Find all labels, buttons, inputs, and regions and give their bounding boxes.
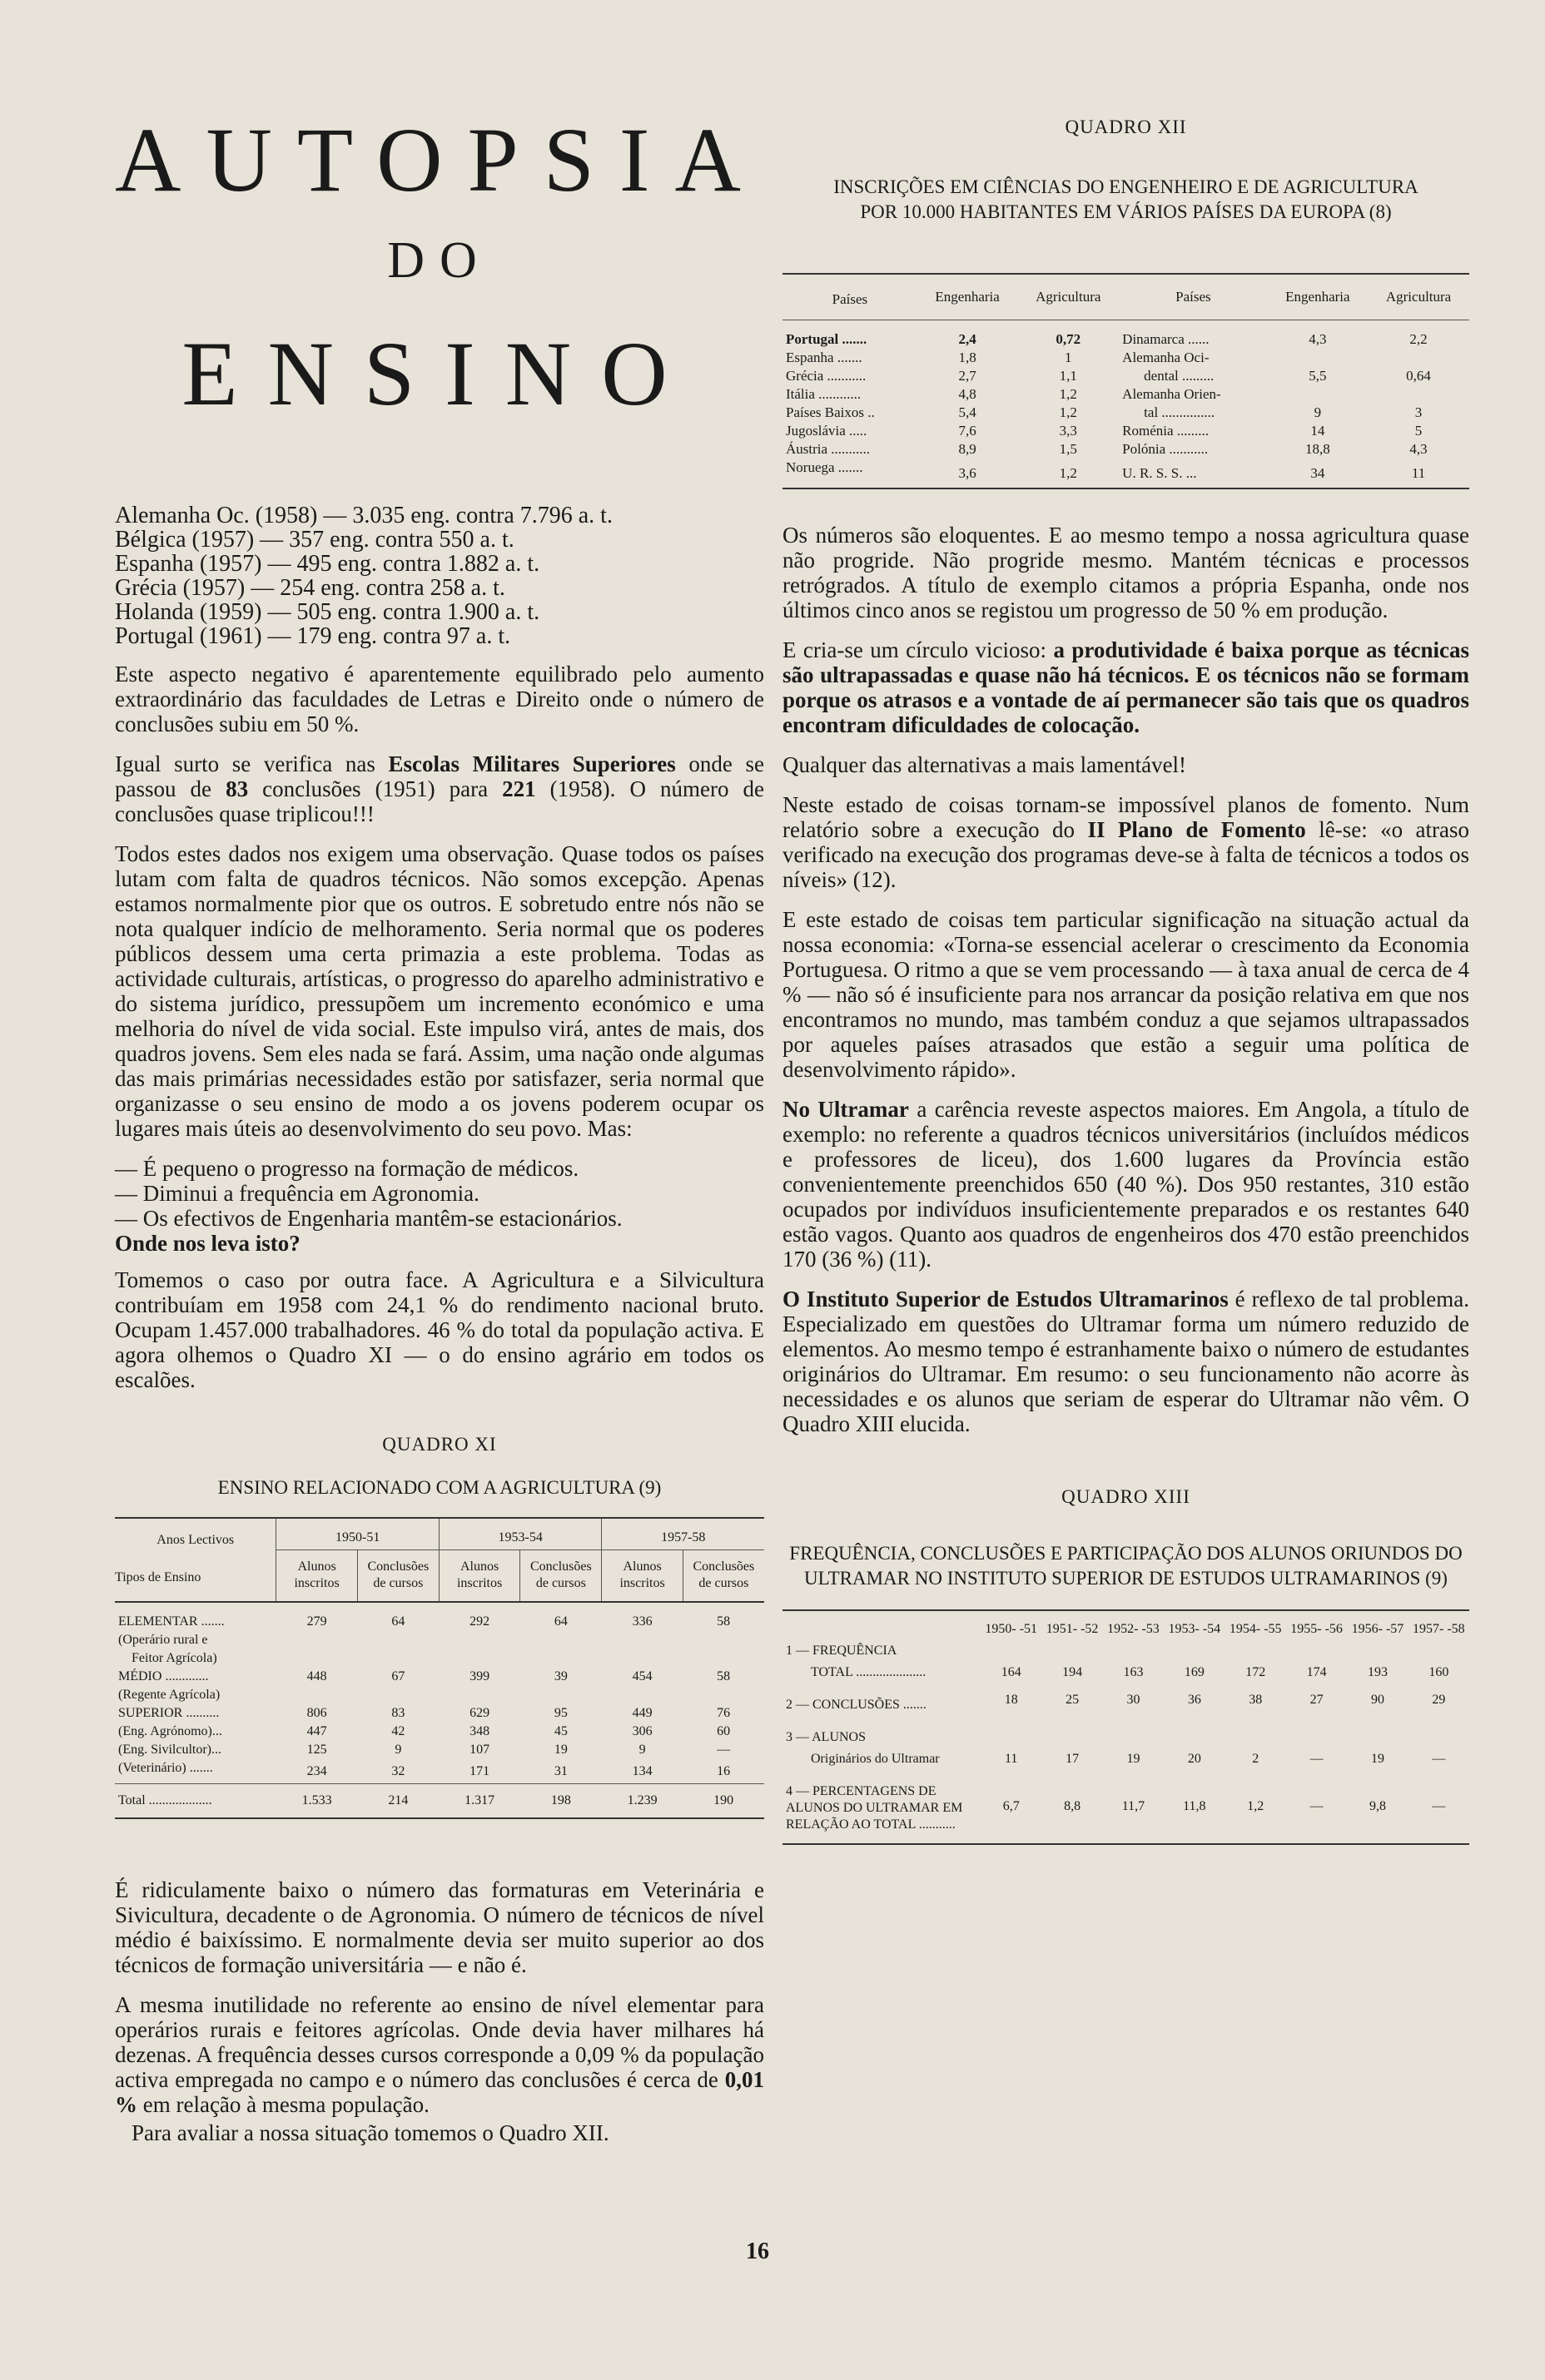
page-number: 16: [746, 2239, 769, 2264]
dash-item: — Diminui a frequência em Agronomia.: [115, 1181, 479, 1206]
table-row: Jugoslávia ..... 7,6 3,3 Roménia ......... 14 5: [786, 423, 1423, 439]
sub-header: Alunos inscritos: [276, 1549, 357, 1602]
sub-header: Conclusões de cursos: [520, 1549, 602, 1602]
sub-header: Conclusões de cursos: [693, 1559, 755, 1591]
year-header: 1950-51: [276, 1518, 440, 1549]
paragraph: Qualquer das alternativas a mais lamentável!: [782, 752, 1187, 777]
paragraph: Todos estes dados nos exigem uma observação. Quase todos os países lutam com falta de quadros técnicos. Não somos excepção. Apenas estamos normalmente pior que os outros. E sobretudo entre nós não se nota qualquer indício de melhoramento. Seria normal que os poderes públicos dessem uma certa primazia a este problema. Todas as actividade culturais, artísticas, o progresso do aparelho administrativo e do sistema jurídico, pressupõem um incremento económico e uma melhoria do nível de vida social. Este impulso virá, antes de mais, dos quadros jovens. Sem eles nada se fará. Assim, uma nação onde algumas das mais primárias necessidades estão por satisfazer, seria normal que organizasse o seu ensino de modo a os jovens poderem ocupar os lugares mais úteis ao desenvolvimento do seu povo. Mas:: [115, 841, 764, 1141]
header-tipos: Tipos de Ensino: [115, 1549, 276, 1602]
stat-line: Grécia (1957) — 254 eng. contra 258 a. t.: [115, 575, 505, 601]
table-row: SUPERIOR .......... 806 83 629 95 449 76: [118, 1706, 731, 1720]
paragraph: A mesma inutilidade no referente ao ensino de nível elementar para operários rurais e feitores agrícolas. Onde devia haver milhares há dezenas. A frequência desses cursos corresponde a 0,09 % da população activa empregada no campo e o número das conclusões é cerca de 0,01 % em relação à mesma população.: [115, 1992, 764, 2117]
table-row: 3 — ALUNOS: [786, 1730, 867, 1744]
quadro-xiii-title: FREQUÊNCIA, CONCLUSÕES E PARTICIPAÇÃO DOS ALUNOS ORIUNDOS DO ULTRAMAR NO INSTITUTO SUPERIOR DE ESTUDOS ULTRAMARINOS (9): [789, 1543, 1463, 1589]
left-column: [115, 108, 764, 2160]
table-row: Originários do Ultramar 11 17 19 20 2 — 19 —: [811, 1752, 1446, 1766]
title-autopsia: AUTOPSIA: [115, 109, 766, 211]
year-header: 1953-54: [439, 1518, 602, 1549]
quadro-xii-title: INSCRIÇÕES EM CIÊNCIAS DO ENGENHEIRO E DE AGRICULTURA POR 10.000 HABITANTES EM VÁRIOS PAÍSES DA EUROPA (8): [833, 176, 1418, 222]
sub-header: Alunos inscritos: [602, 1549, 683, 1602]
stat-line: Bélgica (1957) — 357 eng. contra 550 a. t.: [115, 527, 514, 553]
table-row: Países Baixos .. 5,4 1,2 tal ............... 9 3: [786, 404, 1423, 420]
quadro-xii: [782, 117, 1469, 489]
stats-list: [115, 503, 764, 648]
right-column: [782, 117, 1469, 1845]
dash-question: Onde nos leva isto?: [115, 1231, 301, 1256]
stat-line: Alemanha Oc. (1958) — 3.035 eng. contra 7.796 a. t.: [115, 503, 613, 528]
sub-header: Alunos inscritos: [439, 1549, 519, 1602]
quadro-xiii-table: 1950- -51 1951- -52 1952- -53 1953- -54 1954- -55 1955- -56 1956- -57 1957- -58 1 — FREQUÊNCIA TOTAL ..................... 164 194 163 169 172 174 193 160 2 — CONCLUSÕES ....... 18 25 30 36 38 27 90 29 3 — ALUNOS Originários do Ultramar 11 17 19 20 2 — 19 — 4 — PERCENTAGENS DE ALUNOS DO ULTRAMAR EM RELAÇÃO AO TOTAL ........... 6,7 8,8 11,7 11,8 1,2 — 9,8 —: [782, 1609, 1469, 1845]
quadro-xi-title: ENSINO RELACIONADO COM A AGRICULTURA (9): [217, 1477, 662, 1498]
sub-header: Conclusões de cursos: [357, 1549, 439, 1602]
table-total-row: Total ................... 1.533 214 1.317 198 1.239 190: [115, 1784, 764, 1819]
quadro-xiii: [782, 1486, 1469, 1845]
table-row: Áustria ........... 8,9 1,5 Polónia ........... 18,8 4,3: [786, 441, 1428, 457]
table-row: (Operário rural e: [118, 1633, 208, 1647]
quadro-xi-label: QUADRO XI: [382, 1434, 497, 1455]
paragraph: Para avaliar a nossa situação tomemos o Quadro XII.: [132, 2120, 609, 2145]
year-header: 1957-58: [602, 1518, 764, 1549]
paragraph: Este aspecto negativo é aparentemente equilibrado pelo aumento extraordinário das faculdades de Letras e Direito onde o número de conclusões subiu em 50 %.: [115, 662, 764, 736]
table-row: Grécia ........... 2,7 1,1 dental ......... 5,5 0,64: [786, 368, 1431, 384]
paragraph: E este estado de coisas tem particular significação na situação actual da nossa economia: «Torna-se essencial acelerar o crescimento da Economia Portuguesa. O ritmo a que se vem processando — à taxa anual de cerca de 4 % — não só é insuficiente para nos arrancar da posição relativa em que nos encontramos no mundo, mas também conduz a que sejamos ultrapassados por aqueles países atrasados que estão a seguir uma política de desenvolvimento rápido».: [782, 907, 1469, 1082]
quadro-xii-table: Países Engenharia Agricultura Países Engenharia Agricultura Portugal ....... 2,4 0,72 Dinamarca ...... 4,3 2,2 Espanha ....... 1,8 1 Alemanha Oci- Grécia ........... 2,7 1,1 dental ......... 5,5 0,64 Itália ............ 4,8 1,2 Alemanha Orien- Países Baixos .. 5,4 1,2 tal ............... 9 3 Jugoslávia ..... 7,6 3,3 Roménia ......... 14 5 Áustria ........... 8,9 1,5 Polónia ........... 18,8 4,3 Noruega ....... 3,6 1,2 U. R. S. S. ... 34 11: [782, 273, 1469, 489]
stat-line: Espanha (1957) — 495 eng. contra 1.882 a. t.: [115, 551, 540, 577]
paragraph: No Ultramar a carência reveste aspectos maiores. Em Angola, a título de exemplo: no referente a quadros técnicos universitários (incluídos médicos e professores de liceu), dos 1.600 lugares da Província estão convenientemente preenchidos 650 (40 %). Dos 950 restantes, 310 estão ocupados por indivíduos insuficientemente preparados e os restantes 640 estão vagos. Quanto aos quadros de engenheiros dos 470 estão preenchidos 170 (36 %) (11).: [782, 1097, 1469, 1272]
table-row: (Regente Agrícola): [118, 1688, 221, 1702]
table-row: Noruega ....... 3,6 1,2 U. R. S. S. ... 34 11: [782, 459, 1469, 488]
title-ensino: ENSINO: [181, 323, 698, 424]
paragraph: Neste estado de coisas tornam-se impossível planos de fomento. Num relatório sobre a execução do II Plano de Fomento lê-se: «o atraso verificado na execução dos programas deve-se à falta de técnicos a todos os níveis» (12).: [782, 792, 1470, 892]
paragraph: O Instituto Superior de Estudos Ultramarinos é reflexo de tal problema. Especializado em questões do Ultramar forma um número reduzido de elementos. Ao mesmo tempo é estranhamente baixo o número de estudantes originários do Ultramar. Em resumo: o seu funcionamento não acorre às necessidades e os alunos que seriam de esperar do Ultramar não vêm. O Quadro XIII elucida.: [782, 1287, 1469, 1436]
paragraph: Tomemos o caso por outra face. A Agricultura e a Silvicultura contribuíam em 1958 com 24,1 % do rendimento nacional bruto. Ocupam 1.457.000 trabalhadores. 46 % do total da população activa. E agora olhemos o Quadro XI — o do ensino agrário em todos os escalões.: [115, 1267, 764, 1392]
quadro-xiii-label: QUADRO XIII: [1061, 1486, 1190, 1507]
table-row: ELEMENTAR ....... 279 64 292 64 336 58: [118, 1614, 731, 1629]
header-anos: Anos Lectivos: [115, 1518, 276, 1549]
quadro-xi-table: [115, 1517, 764, 1819]
table-row: MÉDIO ............. 448 67 399 39 454 58: [118, 1669, 731, 1683]
table-row: 2 — CONCLUSÕES ....... 18 25 30 36 38 27 90 29: [786, 1692, 1446, 1712]
stat-line: Portugal (1961) — 179 eng. contra 97 a. t.: [115, 623, 511, 649]
paragraph: E cria-se um círculo vicioso: a produtividade é baixa porque as técnicas são ultrapassadas e quase não há técnicos. E os técnicos não se formam porque os atrasos e a vontade de aí permanecer são tais que os quadros encontram dificuldades de colocação.: [782, 637, 1469, 737]
table-row: 4 — PERCENTAGENS DE ALUNOS DO ULTRAMAR EM RELAÇÃO AO TOTAL ........... 6,7 8,8 11,7 11,8 1,2 — 9,8 —: [782, 1770, 1469, 1844]
table-row: 1 — FREQUÊNCIA: [786, 1644, 897, 1658]
paragraph: É ridiculamente baixo o número das formaturas em Veterinária e Sivicultura, decadente o de Agronomia. O número de técnicos de nível médio é baixíssimo. E normalmente devia ser muito superior ao dos técnicos de formação universitária — e não é.: [115, 1877, 764, 1977]
stat-line: Holanda (1959) — 505 eng. contra 1.900 a. t.: [115, 599, 540, 625]
dash-item: — Os efectivos de Engenharia mantêm-se estacionários.: [115, 1206, 623, 1231]
quadro-xii-label: QUADRO XII: [1065, 117, 1187, 137]
paragraph: Igual surto se verifica nas Escolas Militares Superiores onde se passou de 83 conclusões (1951) para 221 (1958). O número de conclusões quase triplicou!!!: [115, 751, 764, 826]
table-row: TOTAL ..................... 164 194 163 169 172 174 193 160: [811, 1665, 1449, 1679]
table-row: Espanha ....... 1,8 1 Alemanha Oci-: [786, 350, 1210, 365]
table-row: Portugal ....... 2,4 0,72 Dinamarca ...... 4,3 2,2: [786, 331, 1428, 347]
table-row: Feitor Agrícola): [132, 1651, 217, 1665]
title-do: DO: [387, 232, 492, 289]
table-row: Itália ............ 4,8 1,2 Alemanha Orien-: [786, 386, 1221, 402]
table-row: (Eng. Sivilcultor)... 125 9 107 19 9 —: [118, 1743, 731, 1757]
table-row: (Veterinário) ....... 234 32 171 31 134 16: [115, 1759, 764, 1784]
dash-item: — É pequeno o progresso na formação de médicos.: [115, 1156, 579, 1181]
quadro-xi: [115, 1434, 764, 1819]
dash-list: [115, 1156, 764, 1256]
paragraph: Os números são eloquentes. E ao mesmo tempo a nossa agricultura quase não progride. Não progride mesmo. Mantém técnicas e processos retrógrados. A título de exemplo citamos a própria Espanha, onde nos últimos cinco anos se registou um progresso de 50 % em produção.: [782, 523, 1469, 622]
table-row: (Eng. Agrónomo)... 447 42 348 45 306 60: [118, 1724, 731, 1738]
